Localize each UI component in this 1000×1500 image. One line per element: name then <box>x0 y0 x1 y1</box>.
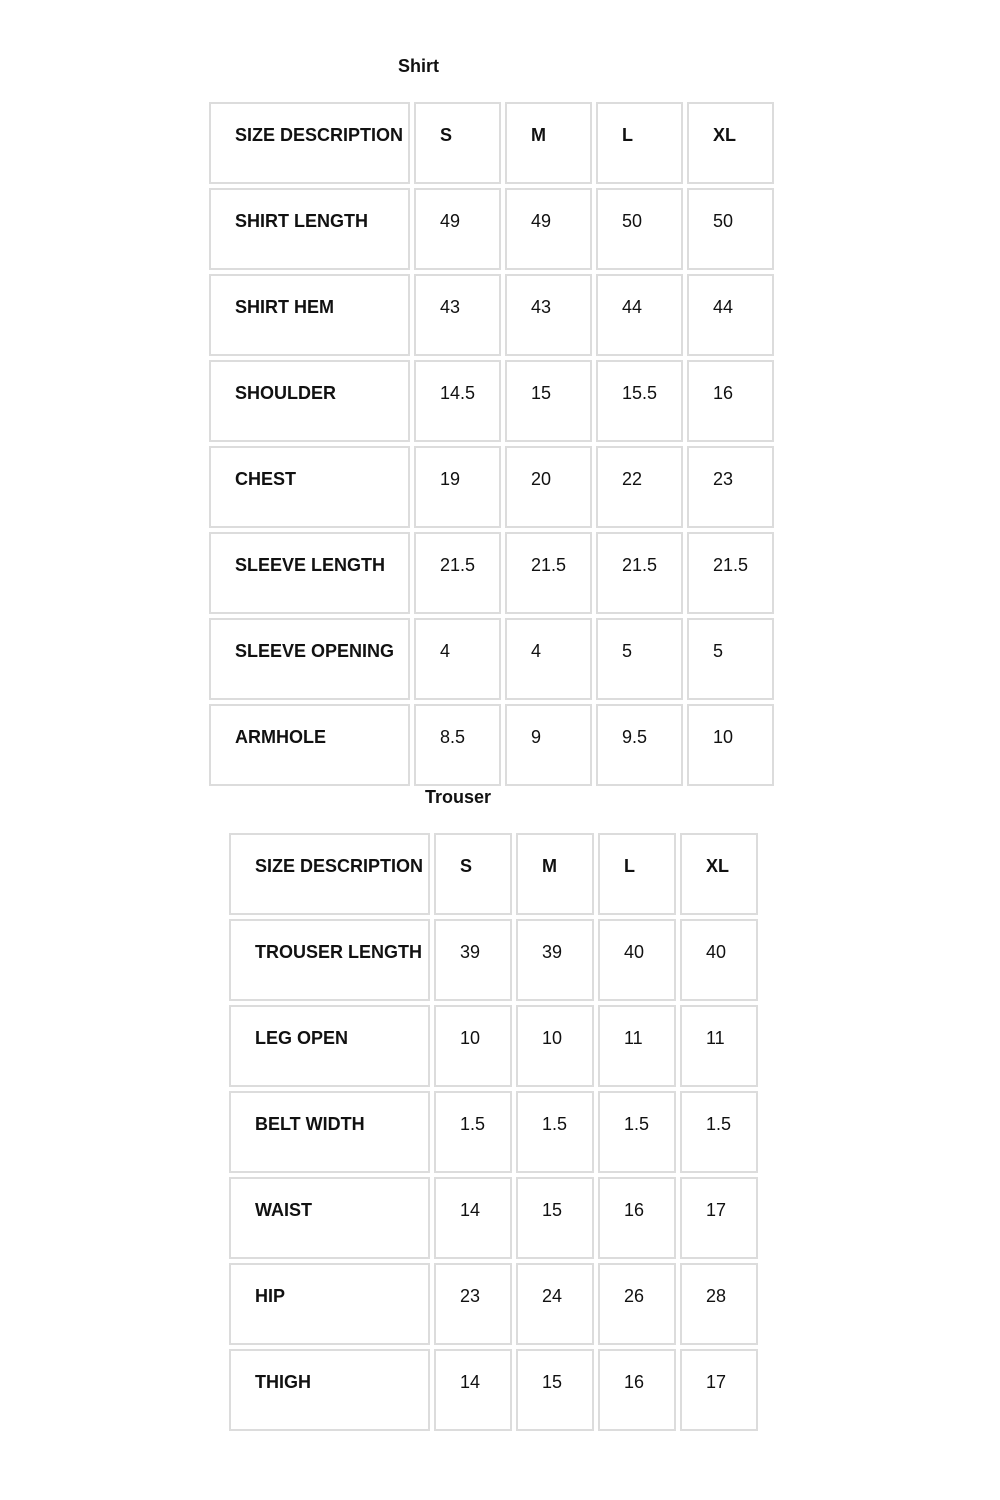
table-cell: 5 <box>596 618 683 700</box>
table-cell: 1.5 <box>434 1091 512 1173</box>
table-cell: 9.5 <box>596 704 683 786</box>
row-label: SLEEVE OPENING <box>209 618 410 700</box>
header-cell-s: S <box>434 833 512 915</box>
header-cell-size-description: SIZE DESCRIPTION <box>229 833 430 915</box>
table-cell: 16 <box>687 360 774 442</box>
header-cell-l: L <box>596 102 683 184</box>
trouser-size-table <box>225 829 762 1435</box>
table-cell: 11 <box>680 1005 758 1087</box>
table-row <box>229 919 758 1001</box>
row-label: TROUSER LENGTH <box>229 919 430 1001</box>
table-cell: 17 <box>680 1349 758 1431</box>
table-header-row <box>209 102 774 184</box>
table-cell: 10 <box>434 1005 512 1087</box>
table-row <box>229 1349 758 1431</box>
table-row <box>209 618 774 700</box>
row-label: BELT WIDTH <box>229 1091 430 1173</box>
row-label: THIGH <box>229 1349 430 1431</box>
table-cell: 15.5 <box>596 360 683 442</box>
trouser-section-title: Trouser <box>425 787 492 807</box>
row-label: WAIST <box>229 1177 430 1259</box>
shirt-section-title: Shirt <box>398 56 440 76</box>
table-row <box>209 446 774 528</box>
table-cell: 15 <box>516 1349 594 1431</box>
table-row <box>209 532 774 614</box>
table-cell: 49 <box>505 188 592 270</box>
table-cell: 49 <box>414 188 501 270</box>
table-cell: 44 <box>687 274 774 356</box>
table-row <box>229 1091 758 1173</box>
table-cell: 10 <box>687 704 774 786</box>
table-cell: 23 <box>434 1263 512 1345</box>
header-cell-s: S <box>414 102 501 184</box>
table-cell: 11 <box>598 1005 676 1087</box>
table-cell: 39 <box>516 919 594 1001</box>
table-cell: 15 <box>516 1177 594 1259</box>
row-label: ARMHOLE <box>209 704 410 786</box>
table-cell: 1.5 <box>598 1091 676 1173</box>
header-cell-m: M <box>516 833 594 915</box>
table-row <box>209 360 774 442</box>
row-label: SHIRT HEM <box>209 274 410 356</box>
table-cell: 4 <box>414 618 501 700</box>
table-cell: 44 <box>596 274 683 356</box>
shirt-size-table <box>205 98 778 790</box>
table-cell: 17 <box>680 1177 758 1259</box>
table-cell: 21.5 <box>505 532 592 614</box>
table-cell: 28 <box>680 1263 758 1345</box>
row-label: HIP <box>229 1263 430 1345</box>
table-cell: 24 <box>516 1263 594 1345</box>
header-cell-size-description: SIZE DESCRIPTION <box>209 102 410 184</box>
table-cell: 23 <box>687 446 774 528</box>
table-cell: 1.5 <box>516 1091 594 1173</box>
table-cell: 50 <box>596 188 683 270</box>
header-cell-xl: XL <box>687 102 774 184</box>
table-cell: 22 <box>596 446 683 528</box>
table-cell: 26 <box>598 1263 676 1345</box>
table-row <box>229 1177 758 1259</box>
table-cell: 15 <box>505 360 592 442</box>
table-cell: 8.5 <box>414 704 501 786</box>
table-cell: 1.5 <box>680 1091 758 1173</box>
header-cell-m: M <box>505 102 592 184</box>
table-cell: 10 <box>516 1005 594 1087</box>
table-cell: 14.5 <box>414 360 501 442</box>
table-row <box>209 274 774 356</box>
table-cell: 39 <box>434 919 512 1001</box>
table-cell: 16 <box>598 1177 676 1259</box>
table-cell: 20 <box>505 446 592 528</box>
table-cell: 40 <box>680 919 758 1001</box>
table-header-row <box>229 833 758 915</box>
table-cell: 4 <box>505 618 592 700</box>
table-cell: 21.5 <box>596 532 683 614</box>
table-row <box>209 188 774 270</box>
table-cell: 21.5 <box>687 532 774 614</box>
row-label: SHIRT LENGTH <box>209 188 410 270</box>
table-cell: 16 <box>598 1349 676 1431</box>
header-cell-l: L <box>598 833 676 915</box>
table-cell: 40 <box>598 919 676 1001</box>
table-cell: 9 <box>505 704 592 786</box>
table-row <box>229 1005 758 1087</box>
row-label: LEG OPEN <box>229 1005 430 1087</box>
table-cell: 19 <box>414 446 501 528</box>
table-row <box>229 1263 758 1345</box>
row-label: CHEST <box>209 446 410 528</box>
table-cell: 43 <box>505 274 592 356</box>
table-cell: 50 <box>687 188 774 270</box>
table-cell: 14 <box>434 1349 512 1431</box>
row-label: SHOULDER <box>209 360 410 442</box>
table-cell: 5 <box>687 618 774 700</box>
table-row <box>209 704 774 786</box>
header-cell-xl: XL <box>680 833 758 915</box>
table-cell: 14 <box>434 1177 512 1259</box>
table-cell: 21.5 <box>414 532 501 614</box>
table-cell: 43 <box>414 274 501 356</box>
row-label: SLEEVE LENGTH <box>209 532 410 614</box>
